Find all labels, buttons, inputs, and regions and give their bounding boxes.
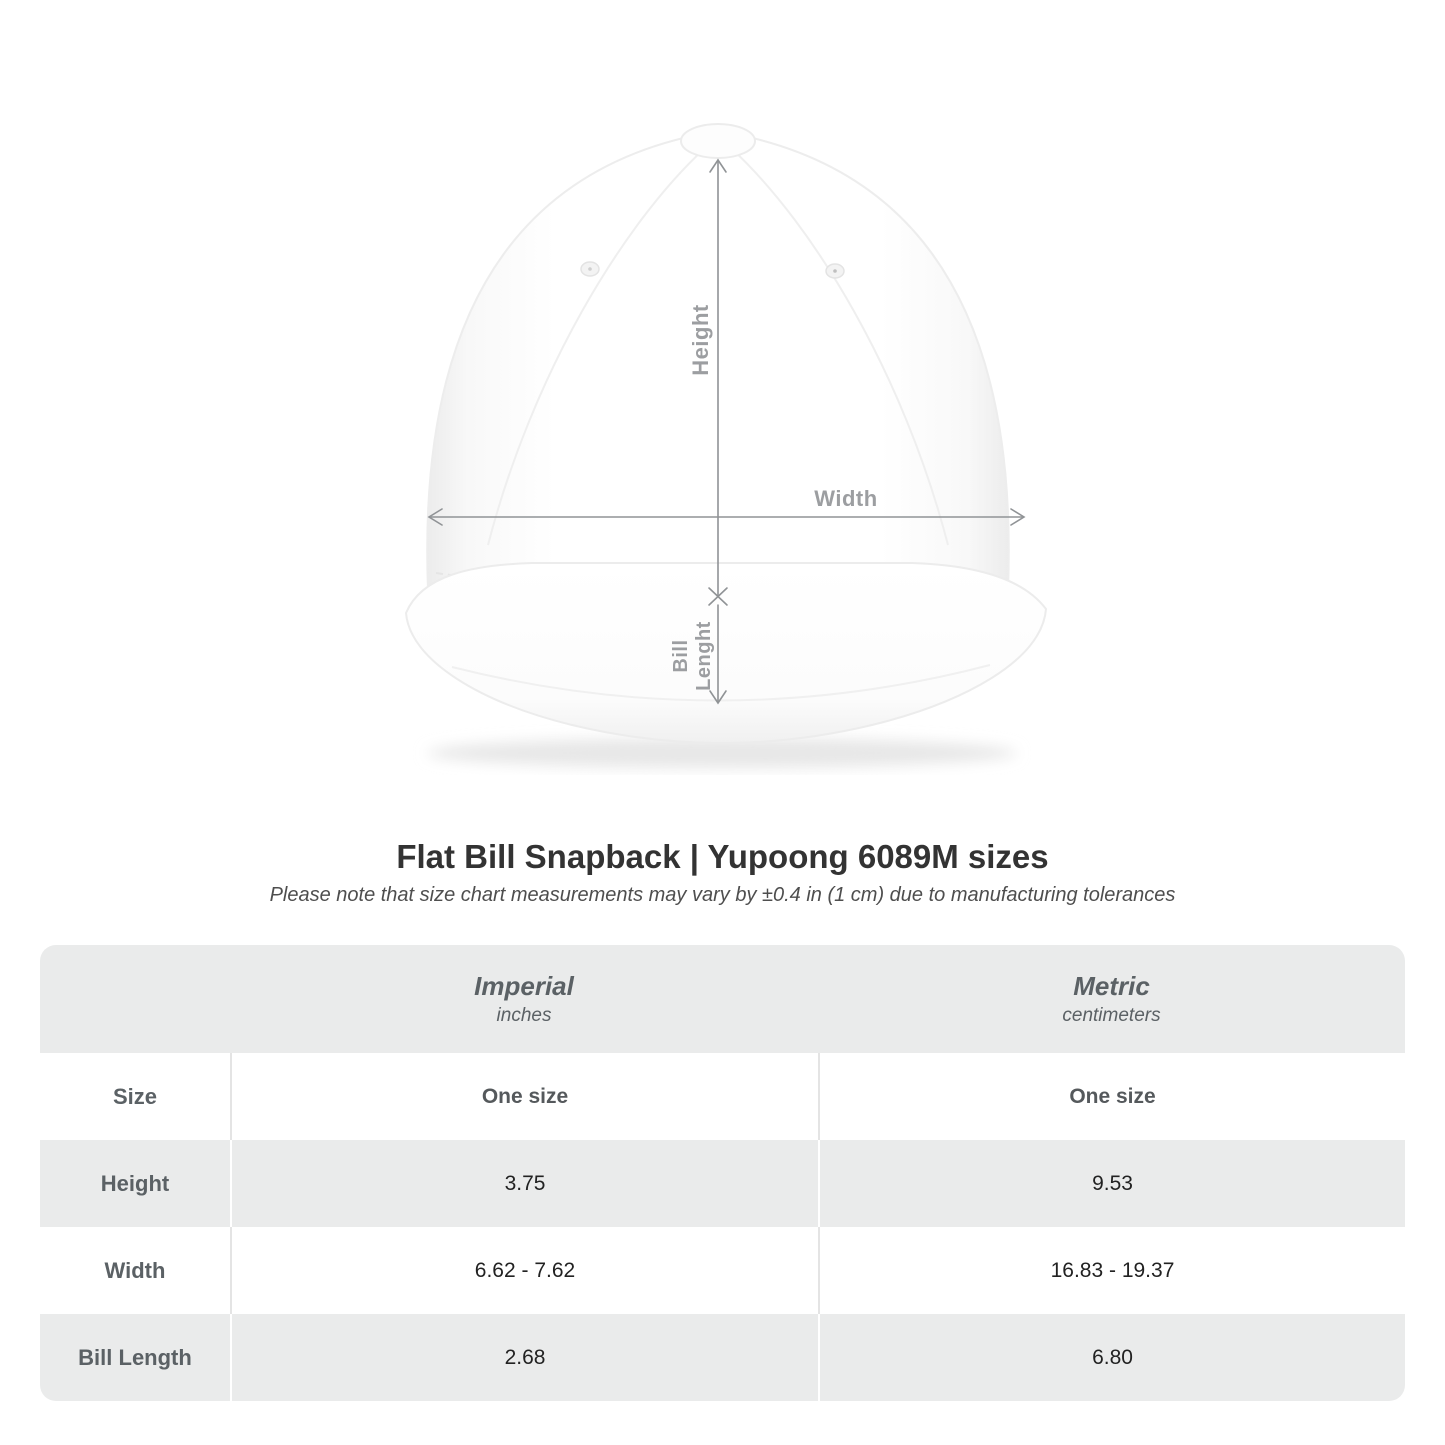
bill-label-line2: Lenght xyxy=(693,621,715,691)
bill-length-dimension-label xyxy=(670,621,716,691)
size-table xyxy=(40,945,1405,1401)
imperial-subtitle: inches xyxy=(496,1005,552,1026)
table-row-height xyxy=(40,1140,1405,1227)
metric-subtitle: centimeters xyxy=(1062,1005,1161,1026)
bill-label-line1: Bill xyxy=(670,639,692,673)
metric-header xyxy=(818,945,1405,1053)
imperial-title: Imperial xyxy=(474,971,574,1001)
hat-illustration xyxy=(392,105,1052,775)
height-dimension-label: Height xyxy=(688,304,713,376)
imperial-value: 6.62 - 7.62 xyxy=(230,1227,818,1314)
header-spacer xyxy=(40,945,230,1053)
eyelet-left xyxy=(581,262,599,276)
row-label: Size xyxy=(112,1083,158,1109)
metric-value: 9.53 xyxy=(818,1140,1405,1227)
table-header xyxy=(40,945,1405,1053)
imperial-header xyxy=(230,945,818,1053)
metric-value: 6.80 xyxy=(818,1314,1405,1401)
hat-figure xyxy=(392,105,1052,775)
row-label: Bill Length xyxy=(78,1344,192,1370)
table-row-size xyxy=(40,1053,1405,1140)
tolerance-note: Please note that size chart measurements may vary by ±0.4 in (1 cm) due to manufacturing tolerances xyxy=(269,884,1176,906)
imperial-value: 3.75 xyxy=(230,1140,818,1227)
row-label: Height xyxy=(100,1170,170,1196)
row-label: Width xyxy=(104,1257,166,1283)
metric-title: Metric xyxy=(1073,971,1150,1001)
imperial-value: One size xyxy=(230,1053,818,1140)
width-dimension-label: Width xyxy=(814,486,878,511)
eyelet-right xyxy=(826,264,844,278)
hat-button xyxy=(681,124,755,158)
table-row-bill-length xyxy=(40,1314,1405,1401)
metric-value: One size xyxy=(818,1053,1405,1140)
table-row-width xyxy=(40,1227,1405,1314)
imperial-value: 2.68 xyxy=(230,1314,818,1401)
metric-value: 16.83 - 19.37 xyxy=(818,1227,1405,1314)
page-title: Flat Bill Snapback | Yupoong 6089M sizes xyxy=(396,838,1049,875)
